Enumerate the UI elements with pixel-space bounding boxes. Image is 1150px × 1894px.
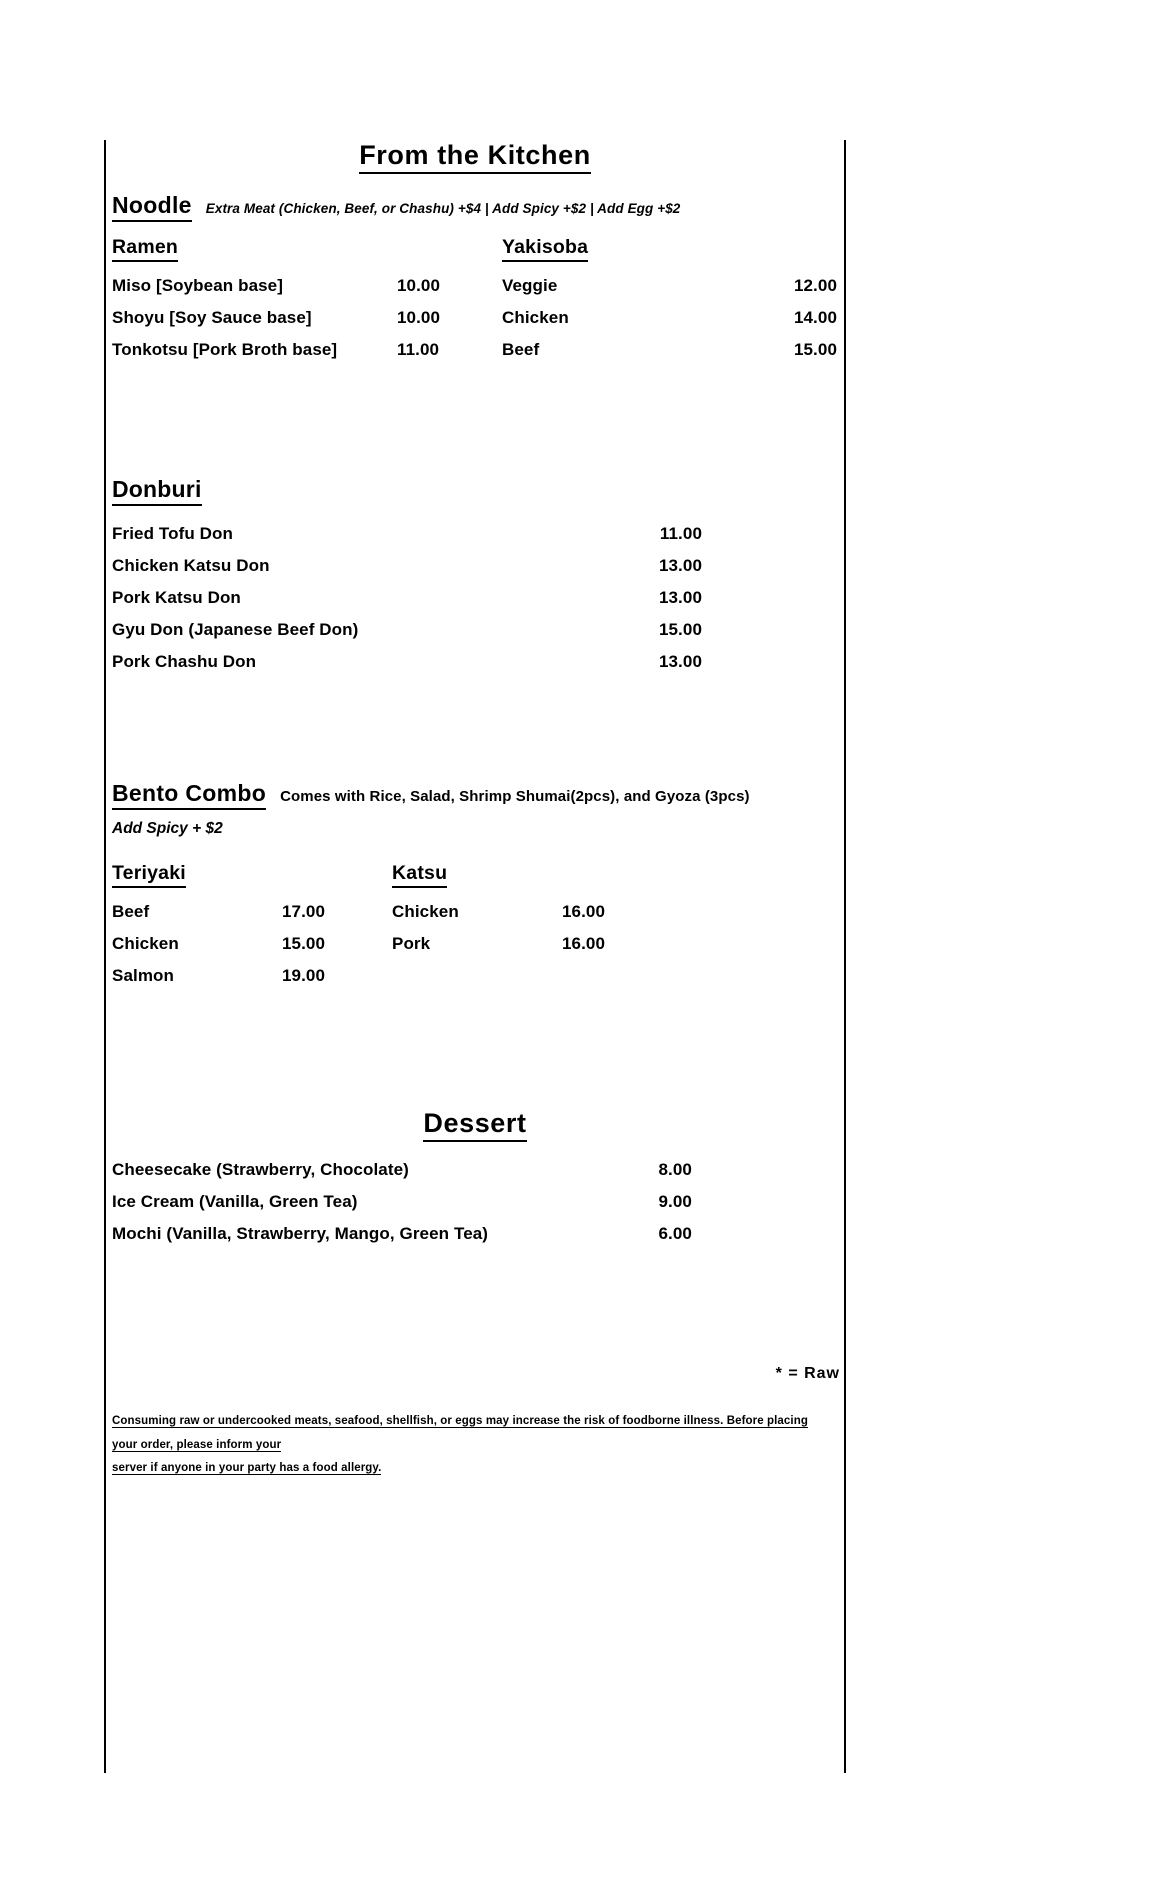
item-name: Chicken Katsu Don xyxy=(112,556,270,575)
page-title xyxy=(104,140,846,174)
bento-subnote: Add Spicy + $2 xyxy=(112,820,223,837)
item-price: 6.00 xyxy=(658,1224,692,1243)
item-name: Chicken xyxy=(392,902,459,921)
item-price: 9.00 xyxy=(658,1192,692,1211)
item-name: Beef xyxy=(502,340,540,359)
item-price: 15.00 xyxy=(282,934,326,953)
item-name: Veggie xyxy=(502,276,558,295)
noodle-section-header xyxy=(104,192,846,222)
menu-item-row xyxy=(112,934,392,966)
menu-item-row xyxy=(392,934,692,966)
menu-item-row xyxy=(112,276,502,308)
yakisoba-heading: Yakisoba xyxy=(502,236,846,262)
noodle-note: Extra Meat (Chicken, Beef, or Chashu) +$4 | Add Spicy +$2 | Add Egg +$2 xyxy=(205,201,681,216)
item-name: Gyu Don (Japanese Beef Don) xyxy=(112,620,359,639)
item-price: 11.00 xyxy=(397,340,440,359)
bento-title: Bento Combo xyxy=(112,780,266,810)
item-price: 15.00 xyxy=(793,340,837,359)
yakisoba-column xyxy=(502,236,846,372)
donburi-heading: Donburi xyxy=(104,476,846,506)
menu-item-row xyxy=(112,308,502,340)
menu-item-row xyxy=(392,902,692,934)
menu-item-row xyxy=(502,340,846,372)
bento-columns xyxy=(104,862,846,998)
noodle-columns xyxy=(104,236,846,372)
ramen-heading: Ramen xyxy=(112,236,502,262)
allergy-disclaimer xyxy=(112,1410,822,1481)
item-name: Beef xyxy=(112,902,150,921)
menu-item-row xyxy=(502,276,846,308)
item-name: Miso [Soybean base] xyxy=(112,276,283,295)
item-price: 8.00 xyxy=(658,1160,692,1179)
item-name: Fried Tofu Don xyxy=(112,524,234,543)
item-name: Salmon xyxy=(112,966,175,985)
bento-section-header xyxy=(104,780,846,810)
item-price: 17.00 xyxy=(282,902,326,921)
item-price: 13.00 xyxy=(658,652,702,671)
item-name: Pork Katsu Don xyxy=(112,588,241,607)
item-name: Tonkotsu [Pork Broth base] xyxy=(112,340,338,359)
item-name: Mochi (Vanilla, Strawberry, Mango, Green Tea) xyxy=(112,1224,489,1243)
menu-item-row xyxy=(112,966,392,998)
menu-item-row xyxy=(502,308,846,340)
item-price: 14.00 xyxy=(793,308,837,327)
item-price: 19.00 xyxy=(282,966,326,985)
item-price: 11.00 xyxy=(659,524,702,543)
disclaimer-line-2: server if anyone in your party has a food allergy. xyxy=(112,1462,382,1475)
katsu-heading: Katsu xyxy=(392,862,692,888)
item-name: Chicken xyxy=(112,934,179,953)
item-price: 16.00 xyxy=(562,934,606,953)
menu-item-row xyxy=(104,556,846,588)
noodle-title: Noodle xyxy=(112,192,192,222)
menu-item-row xyxy=(104,1192,846,1224)
menu-item-row xyxy=(112,340,502,372)
page-title-text: From the Kitchen xyxy=(359,140,591,174)
item-name: Pork Chashu Don xyxy=(112,652,257,671)
katsu-column xyxy=(392,862,692,998)
item-name: Chicken xyxy=(502,308,569,327)
menu-item-row xyxy=(112,902,392,934)
teriyaki-heading: Teriyaki xyxy=(112,862,392,888)
menu-item-row xyxy=(104,524,846,556)
teriyaki-column xyxy=(112,862,392,998)
dessert-heading: Dessert xyxy=(104,1108,846,1142)
item-price: 10.00 xyxy=(397,276,441,295)
menu-item-row xyxy=(104,652,846,684)
item-price: 15.00 xyxy=(658,620,702,639)
item-price: 12.00 xyxy=(793,276,837,295)
item-name: Pork xyxy=(392,934,431,953)
item-name: Shoyu [Soy Sauce base] xyxy=(112,308,312,327)
item-price: 13.00 xyxy=(658,588,702,607)
item-price: 10.00 xyxy=(397,308,441,327)
item-name: Cheesecake (Strawberry, Chocolate) xyxy=(112,1160,409,1179)
item-price: 13.00 xyxy=(658,556,702,575)
menu-item-row xyxy=(104,620,846,652)
item-name: Ice Cream (Vanilla, Green Tea) xyxy=(112,1192,358,1211)
bento-note: Comes with Rice, Salad, Shrimp Shumai(2pcs), and Gyoza (3pcs) xyxy=(280,788,750,805)
menu-item-row xyxy=(104,1160,846,1192)
raw-legend: * = Raw xyxy=(775,1365,840,1382)
item-price: 16.00 xyxy=(562,902,606,921)
ramen-column xyxy=(112,236,502,372)
menu-item-row xyxy=(104,588,846,620)
menu-item-row xyxy=(104,1224,846,1256)
menu-content xyxy=(104,140,846,1773)
disclaimer-line-1: Consuming raw or undercooked meats, seafood, shellfish, or eggs may increase the risk of foodborne illness. Before placing your order, please inform your xyxy=(112,1415,808,1451)
